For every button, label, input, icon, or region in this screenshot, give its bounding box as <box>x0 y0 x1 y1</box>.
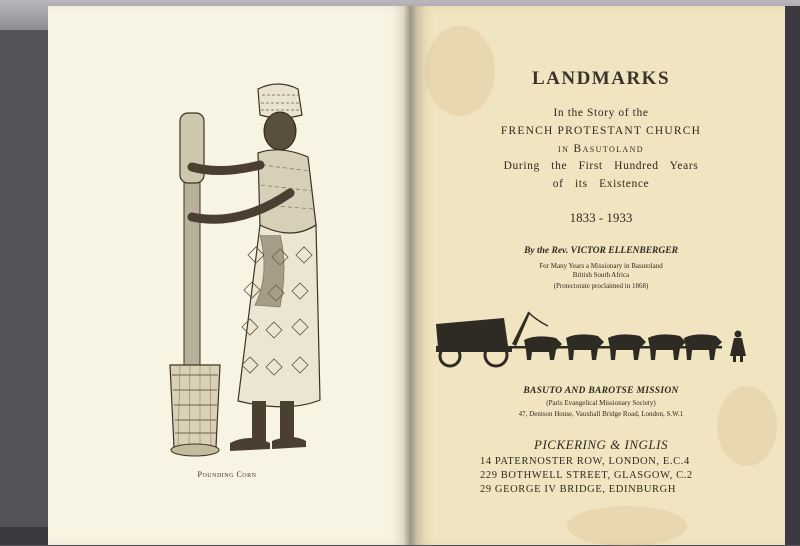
frontispiece-illustration <box>120 75 330 470</box>
author-description: (Protectorate proclaimed in 1868) <box>553 282 649 290</box>
face <box>264 112 296 150</box>
leg <box>280 401 294 441</box>
book-edge <box>785 6 800 545</box>
subtitle-line: of its Existence <box>552 178 650 190</box>
author-description: For Many Years a Missionary in Basutoland <box>539 262 663 270</box>
mission-society: (Paris Evangelical Missionary Society) <box>546 399 656 407</box>
author-line: By the Rev. VICTOR ELLENBERGER <box>524 246 678 256</box>
paper-stain <box>567 506 687 546</box>
leg <box>252 401 266 441</box>
mortar <box>170 365 220 447</box>
publisher-address: 29 GEORGE IV BRIDGE, EDINBURGH <box>480 484 677 495</box>
oxen-team <box>524 334 722 360</box>
subtitle-line: in Basutoland <box>558 143 644 155</box>
wagon-driver <box>730 331 746 363</box>
book-gutter <box>404 6 418 545</box>
author-description: British South Africa <box>572 271 630 279</box>
subtitle-line: In the Story of the <box>553 107 649 119</box>
illustration-caption: Pounding Corn <box>197 470 257 479</box>
publisher-address: 14 PATERNOSTER ROW, LONDON, E.C.4 <box>480 456 690 467</box>
mission-address: 47, Denison House, Vauxhall Bridge Road, London, S.W.1 <box>518 410 684 418</box>
publisher-name: PICKERING & INGLIS <box>534 437 668 452</box>
publisher-address: 229 BOTHWELL STREET, GLASGOW, C.2 <box>480 470 693 481</box>
subtitle-line: FRENCH PROTESTANT CHURCH <box>500 125 702 137</box>
subtitle-line: During the First Hundred Years <box>503 160 699 172</box>
paper-stain <box>717 386 777 466</box>
book-title: LANDMARKS <box>531 68 671 89</box>
ox-wagon-silhouette <box>432 300 752 370</box>
upper-arm <box>192 165 260 171</box>
mission-name: BASUTO AND BAROTSE MISSION <box>523 386 679 396</box>
years-range: 1833 - 1933 <box>569 210 633 225</box>
